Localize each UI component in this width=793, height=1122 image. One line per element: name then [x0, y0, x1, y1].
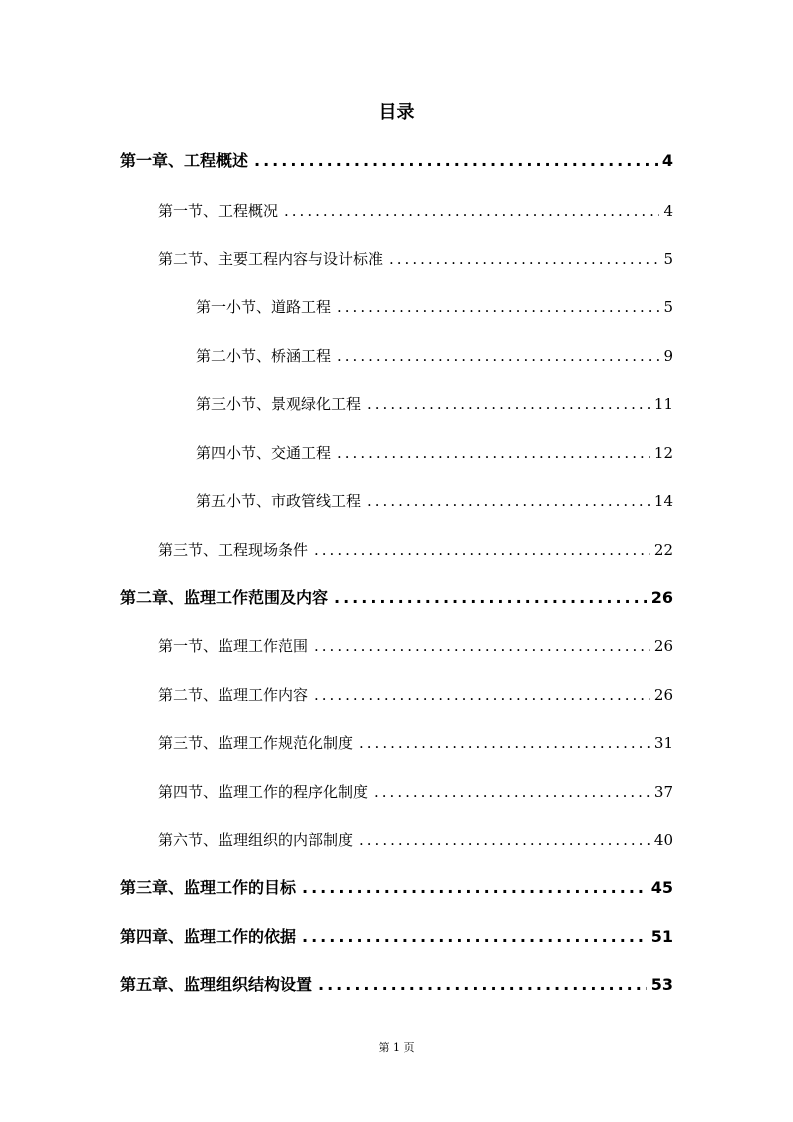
toc-page-number: 40	[653, 831, 673, 849]
toc-chapter-1[interactable]	[120, 148, 673, 174]
toc-leader	[302, 924, 647, 950]
toc-page-number: 5	[663, 298, 673, 316]
toc-entry-text: 第三小节、景观绿化工程	[196, 395, 362, 413]
toc-leader	[374, 779, 650, 805]
toc-entry-text: 第三节、工程现场条件	[158, 541, 309, 559]
toc-entry-text: 第四节、监理工作的程序化制度	[158, 783, 369, 801]
toc-leader	[314, 682, 650, 708]
toc-entry-text: 第二小节、桥涵工程	[196, 347, 332, 365]
toc-leader	[367, 391, 650, 417]
toc-page-number: 53	[650, 975, 673, 994]
toc-section-2-4[interactable]	[158, 779, 673, 805]
toc-page-number: 37	[653, 783, 673, 801]
toc-section-2-1[interactable]	[158, 633, 673, 659]
toc-subsection-1[interactable]	[196, 294, 673, 320]
toc-leader	[337, 343, 659, 369]
toc-entry-text: 第二节、监理工作内容	[158, 686, 309, 704]
toc-leader	[359, 827, 650, 853]
toc-chapter-4[interactable]	[120, 924, 673, 950]
toc-section-2-3[interactable]	[158, 730, 673, 756]
toc-subsection-3[interactable]	[196, 391, 673, 417]
toc-entry-text: 第一章、工程概述	[120, 151, 249, 170]
toc-leader	[314, 633, 650, 659]
toc-subsection-5[interactable]	[196, 488, 673, 514]
toc-chapter-2[interactable]	[120, 585, 673, 611]
toc-entry-text: 第一小节、道路工程	[196, 298, 332, 316]
toc-entry-text: 第五小节、市政管线工程	[196, 492, 362, 510]
toc-entry-text: 第三章、监理工作的目标	[120, 878, 297, 897]
toc-chapter-5[interactable]	[120, 972, 673, 998]
toc-leader	[284, 198, 659, 224]
toc-page-number: 5	[663, 250, 673, 268]
toc-leader	[314, 537, 650, 563]
toc-entry-text: 第四章、监理工作的依据	[120, 927, 297, 946]
toc-page-number: 51	[650, 927, 673, 946]
toc-page-number: 26	[653, 686, 673, 704]
toc-section-1-1[interactable]	[158, 198, 673, 224]
toc-page-number: 11	[653, 395, 673, 413]
toc-leader	[389, 246, 659, 272]
toc-subsection-4[interactable]	[196, 440, 673, 466]
toc-leader	[334, 585, 647, 611]
toc-entry-text: 第六节、监理组织的内部制度	[158, 831, 354, 849]
toc-section-1-3[interactable]	[158, 537, 673, 563]
toc-leader	[337, 294, 659, 320]
toc-page-number: 14	[653, 492, 673, 510]
toc-leader	[367, 488, 650, 514]
toc-entry-text: 第一节、监理工作范围	[158, 637, 309, 655]
toc-page-number: 26	[653, 637, 673, 655]
toc-page-number: 26	[650, 588, 673, 607]
toc-entry-text: 第一节、工程概况	[158, 202, 279, 220]
toc-page-number: 12	[653, 444, 673, 462]
toc-leader	[254, 148, 658, 174]
toc-entry-text: 第二章、监理工作范围及内容	[120, 588, 329, 607]
toc-leader	[337, 440, 650, 466]
toc-chapter-3[interactable]	[120, 875, 673, 901]
toc-page-number: 22	[653, 541, 673, 559]
toc-leader	[318, 972, 647, 998]
page-title: 目录	[378, 102, 415, 123]
toc-subsection-2[interactable]	[196, 343, 673, 369]
toc-entry-text: 第二节、主要工程内容与设计标准	[158, 250, 384, 268]
toc-page-number: 45	[650, 878, 673, 897]
toc-entry-text: 第四小节、交通工程	[196, 444, 332, 462]
toc-page-number: 4	[661, 151, 673, 170]
toc-page-number: 31	[653, 734, 673, 752]
page-footer: 第 1 页	[378, 1041, 415, 1054]
toc-entry-text: 第三节、监理工作规范化制度	[158, 734, 354, 752]
toc-section-2-2[interactable]	[158, 682, 673, 708]
toc-section-2-6[interactable]	[158, 827, 673, 853]
toc-section-1-2[interactable]	[158, 246, 673, 272]
toc-page-number: 9	[663, 347, 673, 365]
toc-page-number: 4	[663, 202, 673, 220]
toc-leader	[359, 730, 650, 756]
toc-entry-text: 第五章、监理组织结构设置	[120, 975, 313, 994]
toc-leader	[302, 875, 647, 901]
